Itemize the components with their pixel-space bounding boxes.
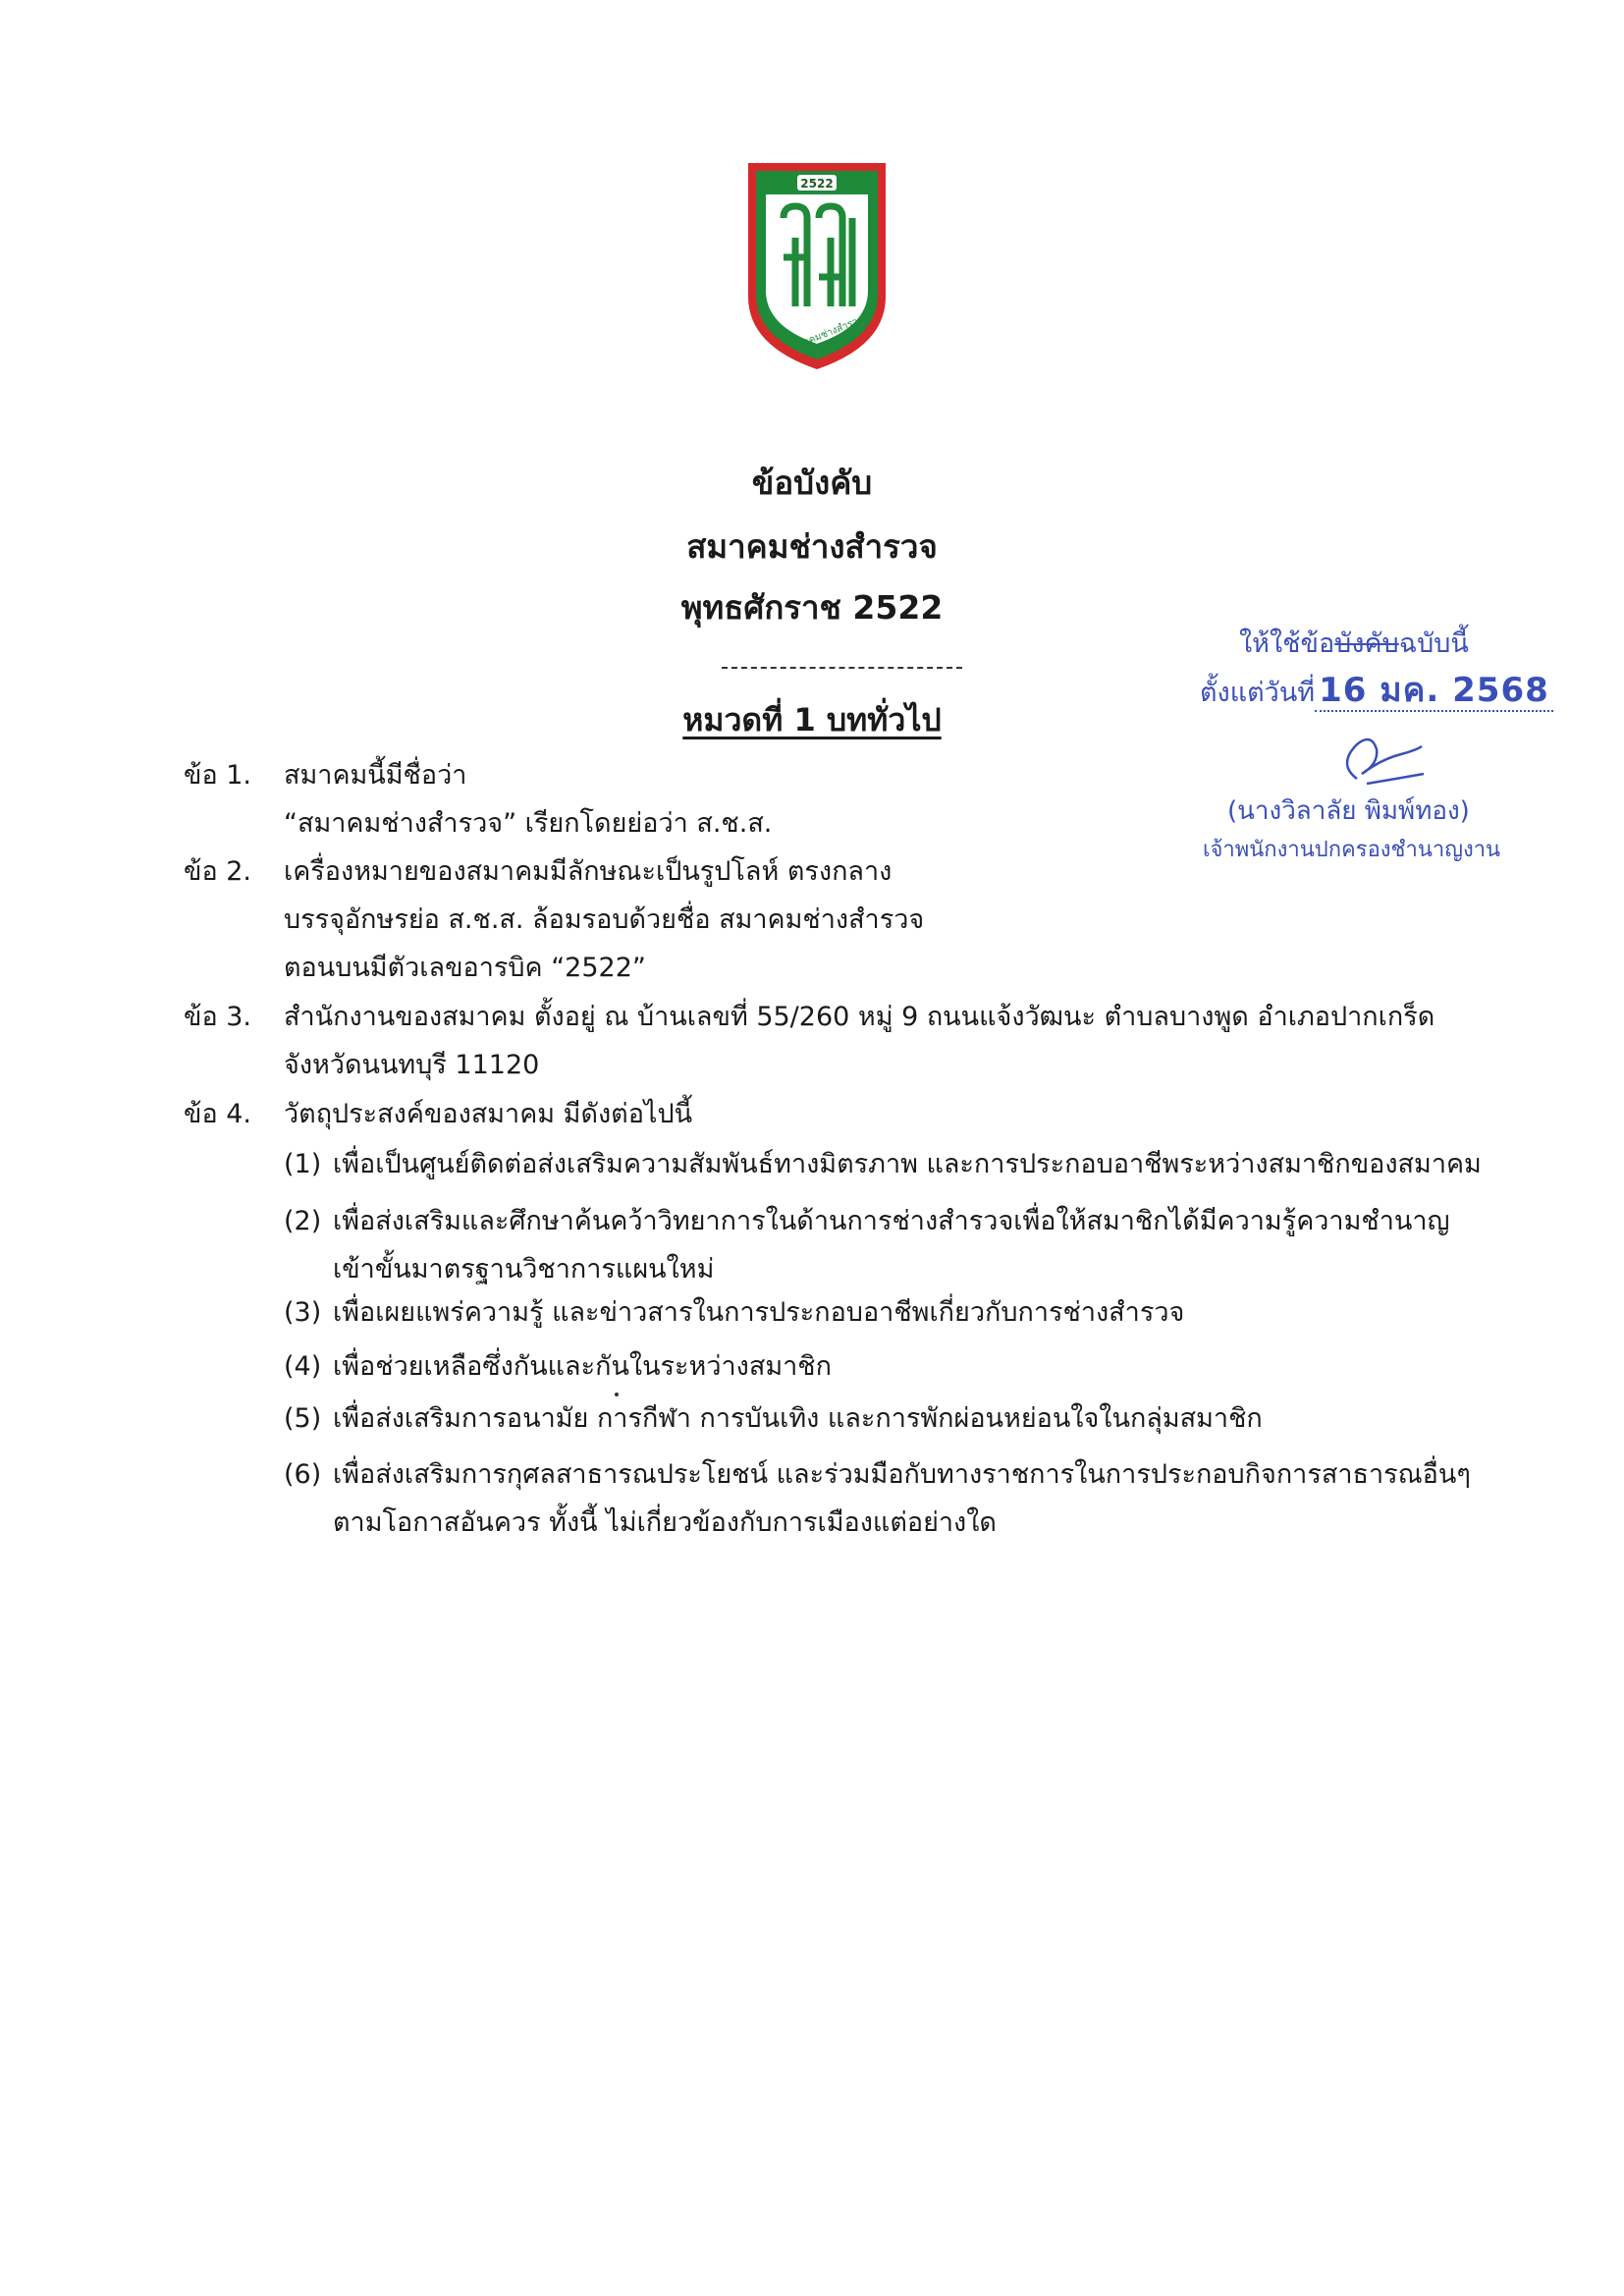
clause-text: “สมาคมช่างสำรวจ” เรียกโดยย่อว่า ส.ช.ส.: [284, 808, 773, 839]
objective-number: (1): [284, 1149, 322, 1179]
speck: [615, 1393, 619, 1396]
objective-number: (4): [284, 1351, 322, 1382]
objective-text: เพื่อช่วยเหลือซึ่งกันและกันในระหว่างสมาชิก: [333, 1351, 832, 1382]
clause-text: จังหวัดนนทบุรี 11120: [284, 1050, 540, 1080]
stamp-signer: (นางวิลาลัย พิมพ์ทอง): [1227, 796, 1470, 826]
stamp-date: 16 มค. 2568: [1315, 671, 1553, 712]
association-logo: [744, 159, 890, 373]
objective-text: เข้าขั้นมาตรฐานวิชาการแผนใหม่: [333, 1254, 715, 1285]
section-heading: หมวดที่ 1 บททั่วไป: [682, 701, 942, 738]
logo-ring-text: สมาคมช่างสำรวจ: [790, 314, 866, 354]
objective-text: เพื่อส่งเสริมการอนามัย การกีฬา การบันเทิง และการพักผ่อนหย่อนใจในกลุ่มสมาชิก: [333, 1403, 1263, 1434]
organization-name: สมาคมช่างสำรวจ: [686, 527, 938, 566]
objective-text: เพื่อส่งเสริมการกุศลสาธารณประโยชน์ และร่วมมือกับทางราชการในการประกอบกิจการสาธารณอื่นๆ: [333, 1459, 1471, 1490]
clause-text: สำนักงานของสมาคม ตั้งอยู่ ณ บ้านเลขที่ 55/260 หมู่ 9 ถนนแจ้งวัฒนะ ตำบลบางพูด อำเภอปากเกร็ด: [284, 1002, 1435, 1032]
logo-year: 2522: [800, 177, 834, 191]
stamp-line-1: ให้ใช้ข้อบังคับฉบับนี้: [1239, 629, 1469, 659]
era-year: พุทธศักราช 2522: [680, 588, 944, 627]
clause-number: ข้อ 4.: [184, 1099, 252, 1129]
clause-text: บรรจุอักษรย่อ ส.ช.ส. ล้อมรอบด้วยชื่อ สมาคมช่างสำรวจ: [284, 904, 925, 935]
title-divider: [722, 667, 962, 669]
objective-number: (5): [284, 1403, 322, 1434]
stamp-position: เจ้าพนักงานปกครองชำนาญงาน: [1203, 838, 1501, 862]
signature: [1327, 725, 1426, 793]
objective-number: (3): [284, 1297, 322, 1328]
objective-number: (6): [284, 1459, 322, 1490]
objective-text: เพื่อเผยแพร่ความรู้ และข่าวสารในการประกอบอาชีพเกี่ยวกับการช่างสำรวจ: [333, 1297, 1185, 1328]
clause-text: วัตถุประสงค์ของสมาคม มีดังต่อไปนี้: [284, 1099, 693, 1129]
clause-text: เครื่องหมายของสมาคมมีลักษณะเป็นรูปโลห์ ตรงกลาง: [284, 856, 893, 887]
objective-text: เพื่อส่งเสริมและศึกษาค้นคว้าวิทยาการในด้านการช่างสำรวจเพื่อให้สมาชิกได้มีความรู้ความชำนาญ: [333, 1206, 1450, 1236]
clause-text: สมาคมนี้มีชื่อว่า: [284, 760, 467, 791]
clause-number: ข้อ 2.: [184, 856, 252, 887]
objective-text: ตามโอกาสอันควร ทั้งนี้ ไม่เกี่ยวข้องกับการเมืองแต่อย่างใด: [333, 1507, 997, 1538]
clause-number: ข้อ 3.: [184, 1002, 252, 1032]
clause-number: ข้อ 1.: [184, 760, 252, 791]
stamp-line-2: ตั้งแต่วันที่ 16 มค. 2568: [1200, 663, 1553, 716]
objective-number: (2): [284, 1206, 322, 1236]
document-title: ข้อบังคับ: [751, 464, 873, 502]
clause-text: ตอนบนมีตัวเลขอารบิค “2522”: [284, 953, 646, 983]
objective-text: เพื่อเป็นศูนย์ติดต่อส่งเสริมความสัมพันธ์ทางมิตรภาพ และการประกอบอาชีพระหว่างสมาชิกของสมาคม: [333, 1149, 1482, 1179]
